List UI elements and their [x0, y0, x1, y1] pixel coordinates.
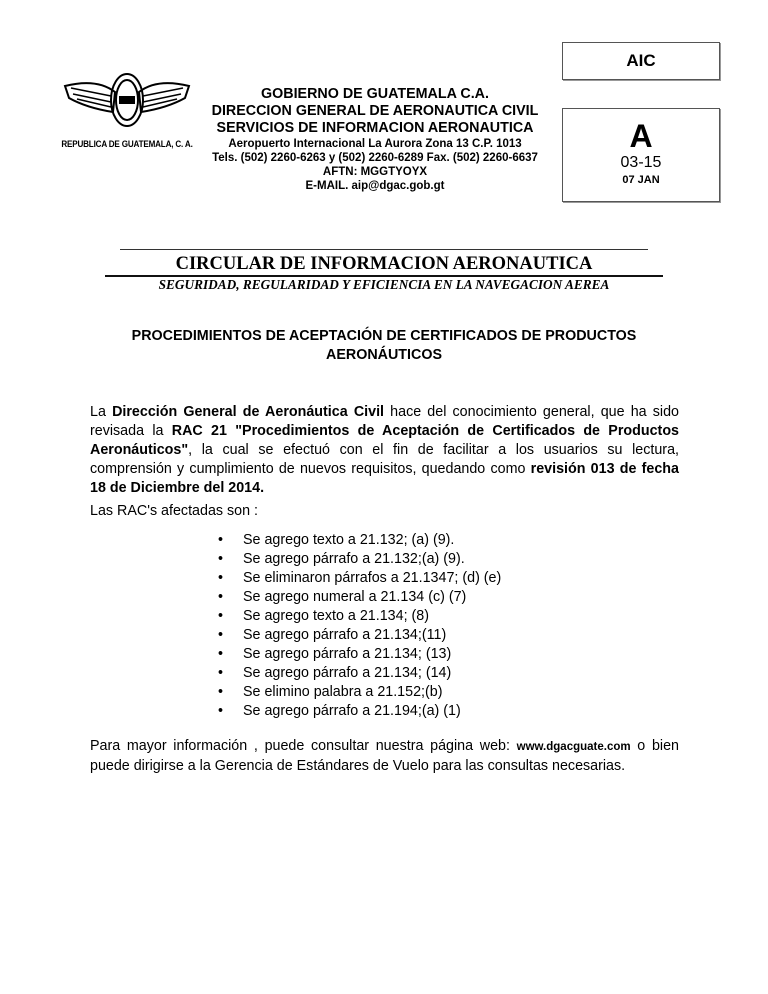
header-line-3: SERVICIOS DE INFORMACION AERONAUTICA [216, 120, 534, 136]
document-heading: PROCEDIMIENTOS DE ACEPTACIÓN DE CERTIFICADOS DE PRODUCTOS AERONÁUTICOS [131, 328, 637, 363]
list-item-text: Se agrego numeral a 21.134 (c) (7) [243, 589, 467, 605]
list-item [215, 550, 501, 569]
list-item-text: Se agrego texto a 21.134; (8) [243, 608, 429, 624]
aic-date: 07 JAN [622, 174, 660, 186]
aic-series: A [629, 118, 653, 154]
bullet-icon: • [218, 532, 224, 548]
bold-text: Dirección General de Aeronáutica Civil [112, 404, 385, 420]
header-line-1: GOBIERNO DE GUATEMALA C.A. [261, 86, 489, 102]
list-item [215, 607, 501, 626]
aic-number: 03-15 [620, 154, 662, 171]
list-item-text: Se eliminaron párrafos a 21.1347; (d) (e) [243, 570, 502, 586]
list-item [215, 626, 501, 645]
list-item-text: Se agrego párrafo a 21.194;(a) (1) [243, 703, 461, 719]
list-item-text: Se agrego párrafo a 21.132;(a) (9). [243, 551, 465, 567]
bullet-icon: • [218, 589, 224, 605]
bold-text: RAC 21 "Procedimientos de Aceptación de Certificados de Productos Aeronáuticos" [90, 423, 679, 458]
list-item [215, 683, 501, 702]
bullet-icon: • [218, 608, 224, 624]
text: La [90, 404, 113, 420]
logo-caption: REPUBLICA DE GUATEMALA, C. A. [61, 139, 193, 149]
bullet-icon: • [218, 684, 224, 700]
text: Para mayor información , puede consultar nuestra página web: [90, 738, 517, 754]
list-item-text: Se agrego párrafo a 21.134;(11) [243, 627, 447, 643]
list-intro: Las RAC's afectadas son : [90, 503, 259, 519]
bullet-icon: • [218, 551, 224, 567]
list-item [215, 569, 501, 588]
divider [120, 249, 648, 250]
header-phones: Tels. (502) 2260-6263 y (502) 2260-6289 Fax. (502) 2260-6637 [212, 152, 538, 164]
bullet-icon: • [218, 646, 224, 662]
website-link[interactable]: www.dgacguate.com [516, 741, 631, 753]
winged-emblem-icon [57, 72, 197, 134]
intro-paragraph [90, 403, 679, 498]
list-item [215, 588, 501, 607]
header-line-2: DIRECCION GENERAL DE AERONAUTICA CIVIL [211, 103, 539, 119]
list-item-text: Se agrego párrafo a 21.134; (14) [243, 665, 452, 681]
aic-number-box [562, 108, 720, 202]
aic-label-box [562, 42, 720, 80]
header-address: Aeropuerto Internacional La Aurora Zona 13 C.P. 1013 [228, 138, 522, 150]
bullet-icon: • [218, 665, 224, 681]
closing-paragraph [90, 737, 679, 776]
text: , la cual se efectuó con el fin de facilitar a los usuarios su lectura, comprensión y cumplimiento de nuevos requisitos, quedando como [90, 442, 679, 477]
changes-list [215, 531, 501, 721]
list-item [215, 702, 501, 721]
list-item [215, 664, 501, 683]
aic-label: AIC [626, 51, 656, 70]
list-item-text: Se agrego texto a 21.132; (a) (9). [243, 532, 455, 548]
header-aftn: AFTN: MGGTYOYX [322, 166, 428, 178]
bullet-icon: • [218, 570, 224, 586]
bullet-icon: • [218, 703, 224, 719]
list-item [215, 645, 501, 664]
circular-subtitle: SEGURIDAD, REGULARIDAD Y EFICIENCIA EN LA NAVEGACION AEREA [158, 277, 610, 292]
circular-title: CIRCULAR DE INFORMACION AERONAUTICA [175, 254, 593, 274]
header-email: E-MAIL. aip@dgac.gob.gt [305, 180, 445, 192]
bold-text: revisión 013 de fecha 18 de Diciembre del 2014. [90, 461, 679, 496]
logo [52, 72, 202, 149]
list-item [215, 531, 501, 550]
text: o bien puede dirigirse a la Gerencia de Estándares de Vuelo para las consultas necesarias. [90, 738, 679, 774]
list-item-text: Se agrego párrafo a 21.134; (13) [243, 646, 452, 662]
bullet-icon: • [218, 627, 224, 643]
text: hace del conocimiento general, que ha sido revisada la [90, 404, 680, 439]
list-item-text: Se elimino palabra a 21.152;(b) [243, 684, 443, 700]
organization-header [200, 86, 550, 193]
